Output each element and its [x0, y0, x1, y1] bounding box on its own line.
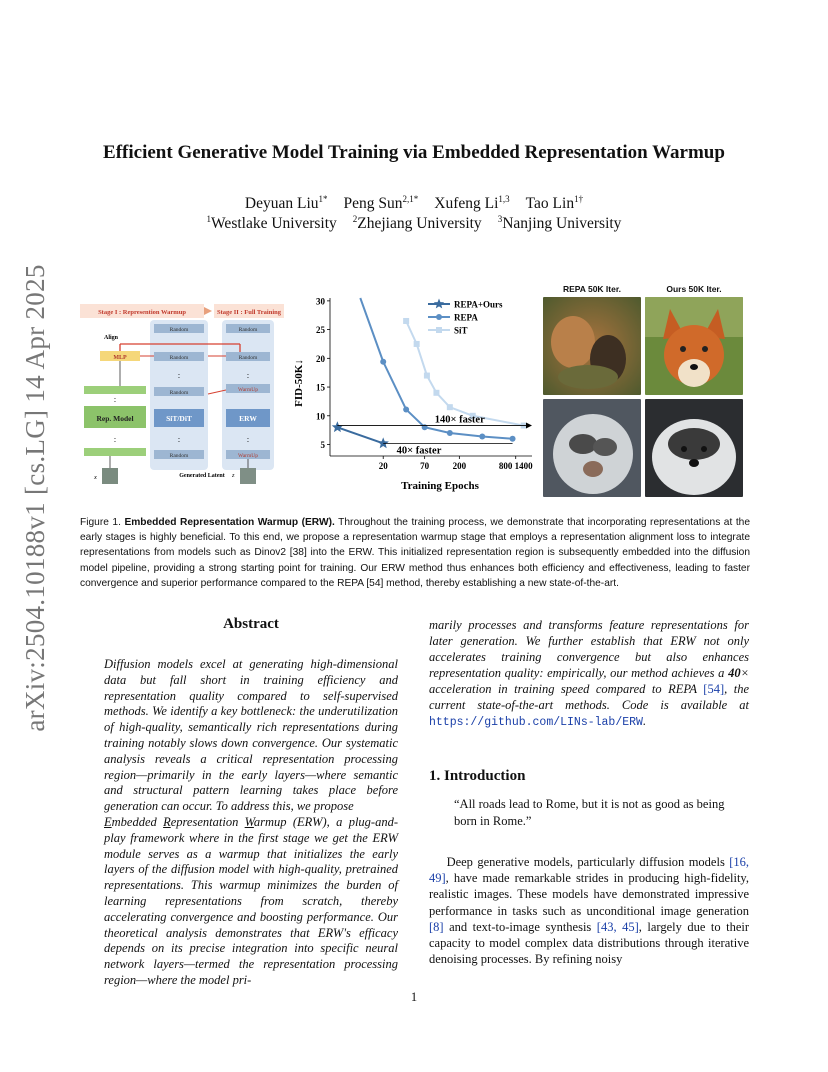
repa-dog-image	[543, 399, 641, 497]
paper-title: Efficient Generative Model Training via Embedded Representation Warmup	[103, 142, 725, 163]
ours-dog-image	[645, 399, 743, 497]
diagram-column-right	[222, 320, 274, 470]
stage-arrow	[204, 307, 212, 315]
erw-label: ERW	[239, 414, 257, 423]
legend-marker-0	[434, 299, 444, 309]
series-2-point-0	[403, 318, 409, 324]
code-url-link[interactable]: https://github.com/LINs-lab/ERW	[429, 716, 643, 729]
latent-z-label: z	[232, 472, 235, 479]
y-tick-label-10: 10	[316, 411, 325, 422]
legend-marker-2	[436, 327, 442, 333]
annotation-140-arrow	[526, 423, 532, 429]
rep-block-top	[84, 386, 146, 394]
affiliation-1: $^2$Zhejiang University	[352, 214, 482, 233]
series-0-point-1	[378, 437, 389, 448]
abstract-continued: marily processes and transforms feature representations for later generation. We further establish that ERW not only accelerates training convergence but also enhances representation quality: empirically, our method achieves a 40× acceleration in training speed compared to REPA [54], the current state-of-the-art methods. Code is available at https://github.com/LINs-lab/ERW.	[429, 618, 750, 729]
stage1-label: Stage I : Represention Warmup	[98, 309, 186, 316]
series-1-point-4	[447, 430, 453, 436]
speedup-value: 40	[728, 666, 741, 680]
series-line-2	[406, 321, 524, 426]
author-3: Tao Lin$^{1\dagger}$	[525, 194, 584, 213]
latent-label: Generated Latent	[179, 473, 225, 479]
block-r-random-2-label: Random	[238, 355, 258, 361]
series-1-point-5	[479, 433, 485, 439]
chart-x-label: Training Epochs	[401, 480, 479, 492]
x-tick-label-1: 70	[420, 461, 430, 471]
series-2-point-1	[414, 341, 420, 347]
y-tick-label-5: 5	[320, 440, 325, 451]
block-random-1-label: Random	[169, 327, 189, 333]
intro-citation-1[interactable]: [16, 49]	[429, 855, 749, 886]
block-warmup-2-label: WarmUp	[237, 453, 259, 459]
rep-dots-1: :	[113, 395, 117, 404]
block-random-3-label: Random	[169, 390, 189, 396]
abstract-body	[104, 657, 398, 989]
author-2: Xufeng Li$^{1,3}$	[434, 194, 510, 213]
series-1-point-1	[380, 359, 386, 365]
x-tick-label-2: 200	[452, 461, 467, 471]
method-diagram	[80, 298, 290, 488]
series-2-point-3	[433, 390, 439, 396]
abstract-part-2: (ERW), a plug-and-play framework where in the first stage we get the ERW module serves as a warmup that initializes the early layers of the diffusion model with high-quality, pretrained representations. This warmup minimizes the burden of learning representations from scratch, thereby accelerating convergence and boosting performance. Our theoretical analysis demonstrates that ERW's efficacy depends on its precise integration into specific neural network layers—termed the representation processing region—where the model pri-	[104, 814, 398, 987]
y-tick-label-25: 25	[316, 325, 325, 336]
x-tick-label-3: 800 1400	[498, 461, 533, 471]
erw-dots-2: :	[246, 435, 250, 444]
affiliation-list	[60, 214, 768, 233]
author-0: Deyuan Liu$^{1*}$	[244, 194, 328, 213]
intro-citation-2[interactable]: [8]	[429, 919, 444, 934]
y-tick-label-30: 30	[316, 296, 325, 307]
page-number: 1	[410, 990, 418, 1004]
rep-dots-2: :	[113, 435, 117, 444]
rep-block-bottom	[84, 448, 146, 456]
abstract-citation[interactable]: [54]	[703, 682, 725, 696]
repa-fox-image	[543, 297, 641, 395]
legend-label-1: REPA	[454, 312, 478, 323]
series-0-point-0	[332, 421, 343, 432]
abstract-heading: Abstract	[223, 616, 279, 632]
affiliation-0: $^1$Westlake University	[206, 214, 337, 233]
block-random-2-label: Random	[169, 355, 189, 361]
abstract-part-1: Diffusion models excel at generating high-dimensional data but fall short in training efficiency and representation quality compared to self-supervised methods. We identify a key bottleneck: the underutilization of high-quality, semantically rich representations during training notably slows down convergence. Our systematic analysis reveals a critical representation processing region—primarily in the early layers—where semantic and structural pattern learning takes place before generation can occur. To address this, we propose	[104, 657, 398, 814]
annotation-140-label: 140× faster	[434, 414, 485, 426]
rep-model-label: Rep. Model	[96, 414, 134, 423]
legend-label-2: SiT	[454, 325, 468, 336]
latent-thumb	[240, 468, 256, 484]
author-list	[60, 194, 768, 213]
image-caption-ours: Ours 50K Iter.	[666, 284, 722, 294]
erw-acronym: Embedded Representation Warmup	[104, 814, 287, 829]
legend-marker-1	[436, 314, 442, 320]
block-warmup-1-label: WarmUp	[237, 387, 259, 393]
chart-y-label: FID-50K↓	[293, 359, 305, 407]
erw-dots-1: :	[246, 371, 250, 380]
align-label: Align	[104, 335, 119, 341]
legend-label-0: REPA+Ours	[454, 299, 503, 310]
series-1-point-6	[510, 436, 516, 442]
sit-dots-1: :	[177, 371, 181, 380]
figure-caption-bold: Embedded Representation Warmup (ERW).	[124, 517, 335, 528]
intro-heading: 1. Introduction	[429, 768, 526, 784]
chart-plot-area	[316, 296, 533, 471]
y-tick-label-15: 15	[316, 382, 325, 393]
figure-caption-label: Figure 1.	[80, 517, 121, 528]
intro-quote: “All roads lead to Rome, but it is not as good as being born in Rome.”	[454, 797, 725, 828]
intro-paragraph: Deep generative models, particularly diffusion models [16, 49], have made remarkable strides in producing high-fidelity, realistic images. These models have demonstrated impressive performance in tasks such as unconditional image generation [8] and text-to-image synthesis [43, 45], largely due to their capacity to model complex data distributions through iterative denoising processes. By refining noisy	[429, 855, 750, 967]
annotation-40-label: 40× faster	[396, 445, 442, 457]
stage2-label: Stage II : Full Training	[216, 309, 282, 316]
input-x-label: x	[94, 474, 97, 481]
block-r-random-1-label: Random	[238, 327, 258, 333]
figure-caption-text: Throughout the training process, we demonstrate that incorporating representations at the early stages is highly beneficial. To this end, we propose a representation warmup stage that employs a representation alignment loss to integrate representations from models such as Dinov2 [38] into the ERW. This initialized representation region is subsequently embedded into the diffusion model pipeline, providing a strong starting point for training. Our ERW method thus enhances both efficiency and effectiveness, leading to faster convergence and superior performance compared to the REPA [54] method, thereby establishing a new state-of-the-art.	[80, 517, 750, 589]
mlp-label: MLP	[113, 355, 127, 361]
intro-citation-3[interactable]: [43, 45]	[596, 919, 639, 934]
input-image-thumb	[102, 468, 118, 484]
image-caption-repa: REPA 50K Iter.	[562, 284, 622, 294]
series-line-0	[337, 427, 383, 443]
block-random-4-label: Random	[169, 453, 189, 459]
y-tick-label-20: 20	[316, 353, 325, 364]
x-tick-label-0: 20	[378, 461, 388, 471]
series-2-point-2	[424, 373, 430, 379]
sit-dots-2: :	[177, 435, 181, 444]
ours-fox-image	[645, 297, 743, 395]
arxiv-stamp: arXiv:2504.10188v1 [cs.LG] 14 Apr 2025	[20, 264, 50, 732]
author-1: Peng Sun$^{2,1*}$	[343, 194, 419, 213]
series-2-point-4	[447, 404, 453, 410]
figure-caption	[80, 515, 750, 591]
series-1-point-2	[403, 406, 409, 412]
fid-chart	[290, 288, 538, 494]
sit-dit-label: SiT/DiT	[166, 414, 192, 423]
affiliation-2: $^3$Nanjing University	[497, 214, 622, 233]
